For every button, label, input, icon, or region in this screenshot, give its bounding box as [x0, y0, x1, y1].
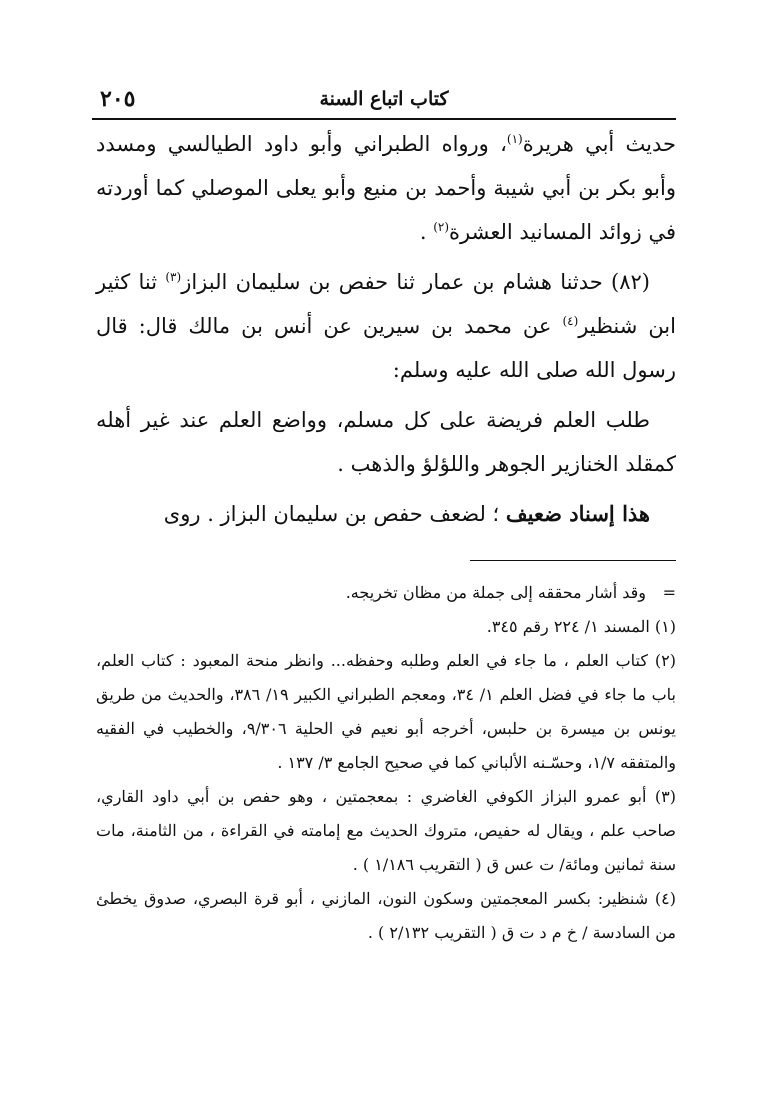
footnote-separator — [470, 560, 676, 561]
p1-text-b: ، ورواه الطبراني وأبو داود الطيالسي ومسدد وأبو بكر بن أبي شيبة وأحمد بن منيع وأبو يعلى الموصلي كما أوردته في زوائد المسانيد العشرة — [96, 132, 676, 244]
footnote-ref-1: (١) — [506, 132, 523, 146]
p2-text-a: (٨٢) حدثنا هشام بن عمار ثنا حفص بن سليمان البزاز — [181, 270, 650, 294]
grade-label: هذا إسناد ضعيف — [505, 501, 650, 526]
continuation-text: وقد أشار محققه إلى جملة من مظان تخريجه. — [345, 583, 646, 602]
page-header — [92, 86, 676, 120]
footnote-ref-2: (٢) — [433, 220, 450, 234]
paragraph-1 — [96, 122, 676, 254]
page-number: ٢٠٥ — [100, 86, 136, 112]
p2-text-b: ثنا كثير ابن شنظير — [96, 270, 676, 338]
footnote-ref-4: (٤) — [562, 314, 579, 328]
footnote-3: (٣) أبو عمرو البزاز الكوفي الغاضري : بمعجمتين ، وهو حفص بن أبي داود القاري، صاحب علم ، ويقال له حفيص، متروك الحديث مع إمامته في القراءة ، من الثامنة، مات سنة ثمانين ومائة/ ت عس ق ( التقريب ١/١٨٦ ) . — [96, 787, 677, 874]
p2-text-c: عن محمد بن سيرين عن أنس بن مالك قال: قال رسول الله صلى الله عليه وسلم: — [96, 314, 676, 382]
footnote-4: (٤) شنظير: بكسر المعجمتين وسكون النون، المازني ، أبو قرة البصري، صدوق يخطئ من السادسة / خ م د ت ق ( التقريب ٢/١٣٢ ) . — [96, 889, 676, 942]
main-text — [96, 122, 676, 542]
footnote-continuation — [96, 576, 676, 610]
isnad-grade — [96, 492, 676, 536]
footnote-1: (١) المسند ١/ ٢٢٤ رقم ٣٤٥. — [486, 617, 676, 636]
grade-reason: ؛ لضعف حفص بن سليمان البزاز . روى — [163, 502, 506, 526]
running-title: كتاب اتباع السنة — [319, 88, 449, 110]
footnote-ref-3: (٣) — [165, 270, 182, 284]
p1-text-c: . — [419, 220, 434, 244]
hadith-text: طلب العلم فريضة على كل مسلم، وواضع العلم عند غير أهله كمقلد الخنازير الجوهر واللؤلؤ والذهب . — [96, 408, 676, 476]
continuation-mark: = — [662, 583, 676, 602]
p1-text-a: حديث أبي هريرة — [522, 132, 676, 156]
footnotes — [96, 576, 676, 950]
hadith-82 — [96, 260, 676, 392]
footnote-2: (٢) كتاب العلم ، ما جاء في العلم وطلبه وحفظه... وانظر منحة المعبود : كتاب العلم، باب ما جاء في فضل العلم ١/ ٣٤، ومعجم الطبراني الكبير ١٩/ ٣٨٦، والحديث من طريق يونس بن ميسرة بن حلبس، أخرجه أبو نعيم في الحلية ٩/٣٠٦، والخطيب في الفقيه والمتفقه ١/٧، وحسّـنه الألباني كما في صحيح الجامع ٣/ ١٣٧ . — [96, 651, 677, 772]
